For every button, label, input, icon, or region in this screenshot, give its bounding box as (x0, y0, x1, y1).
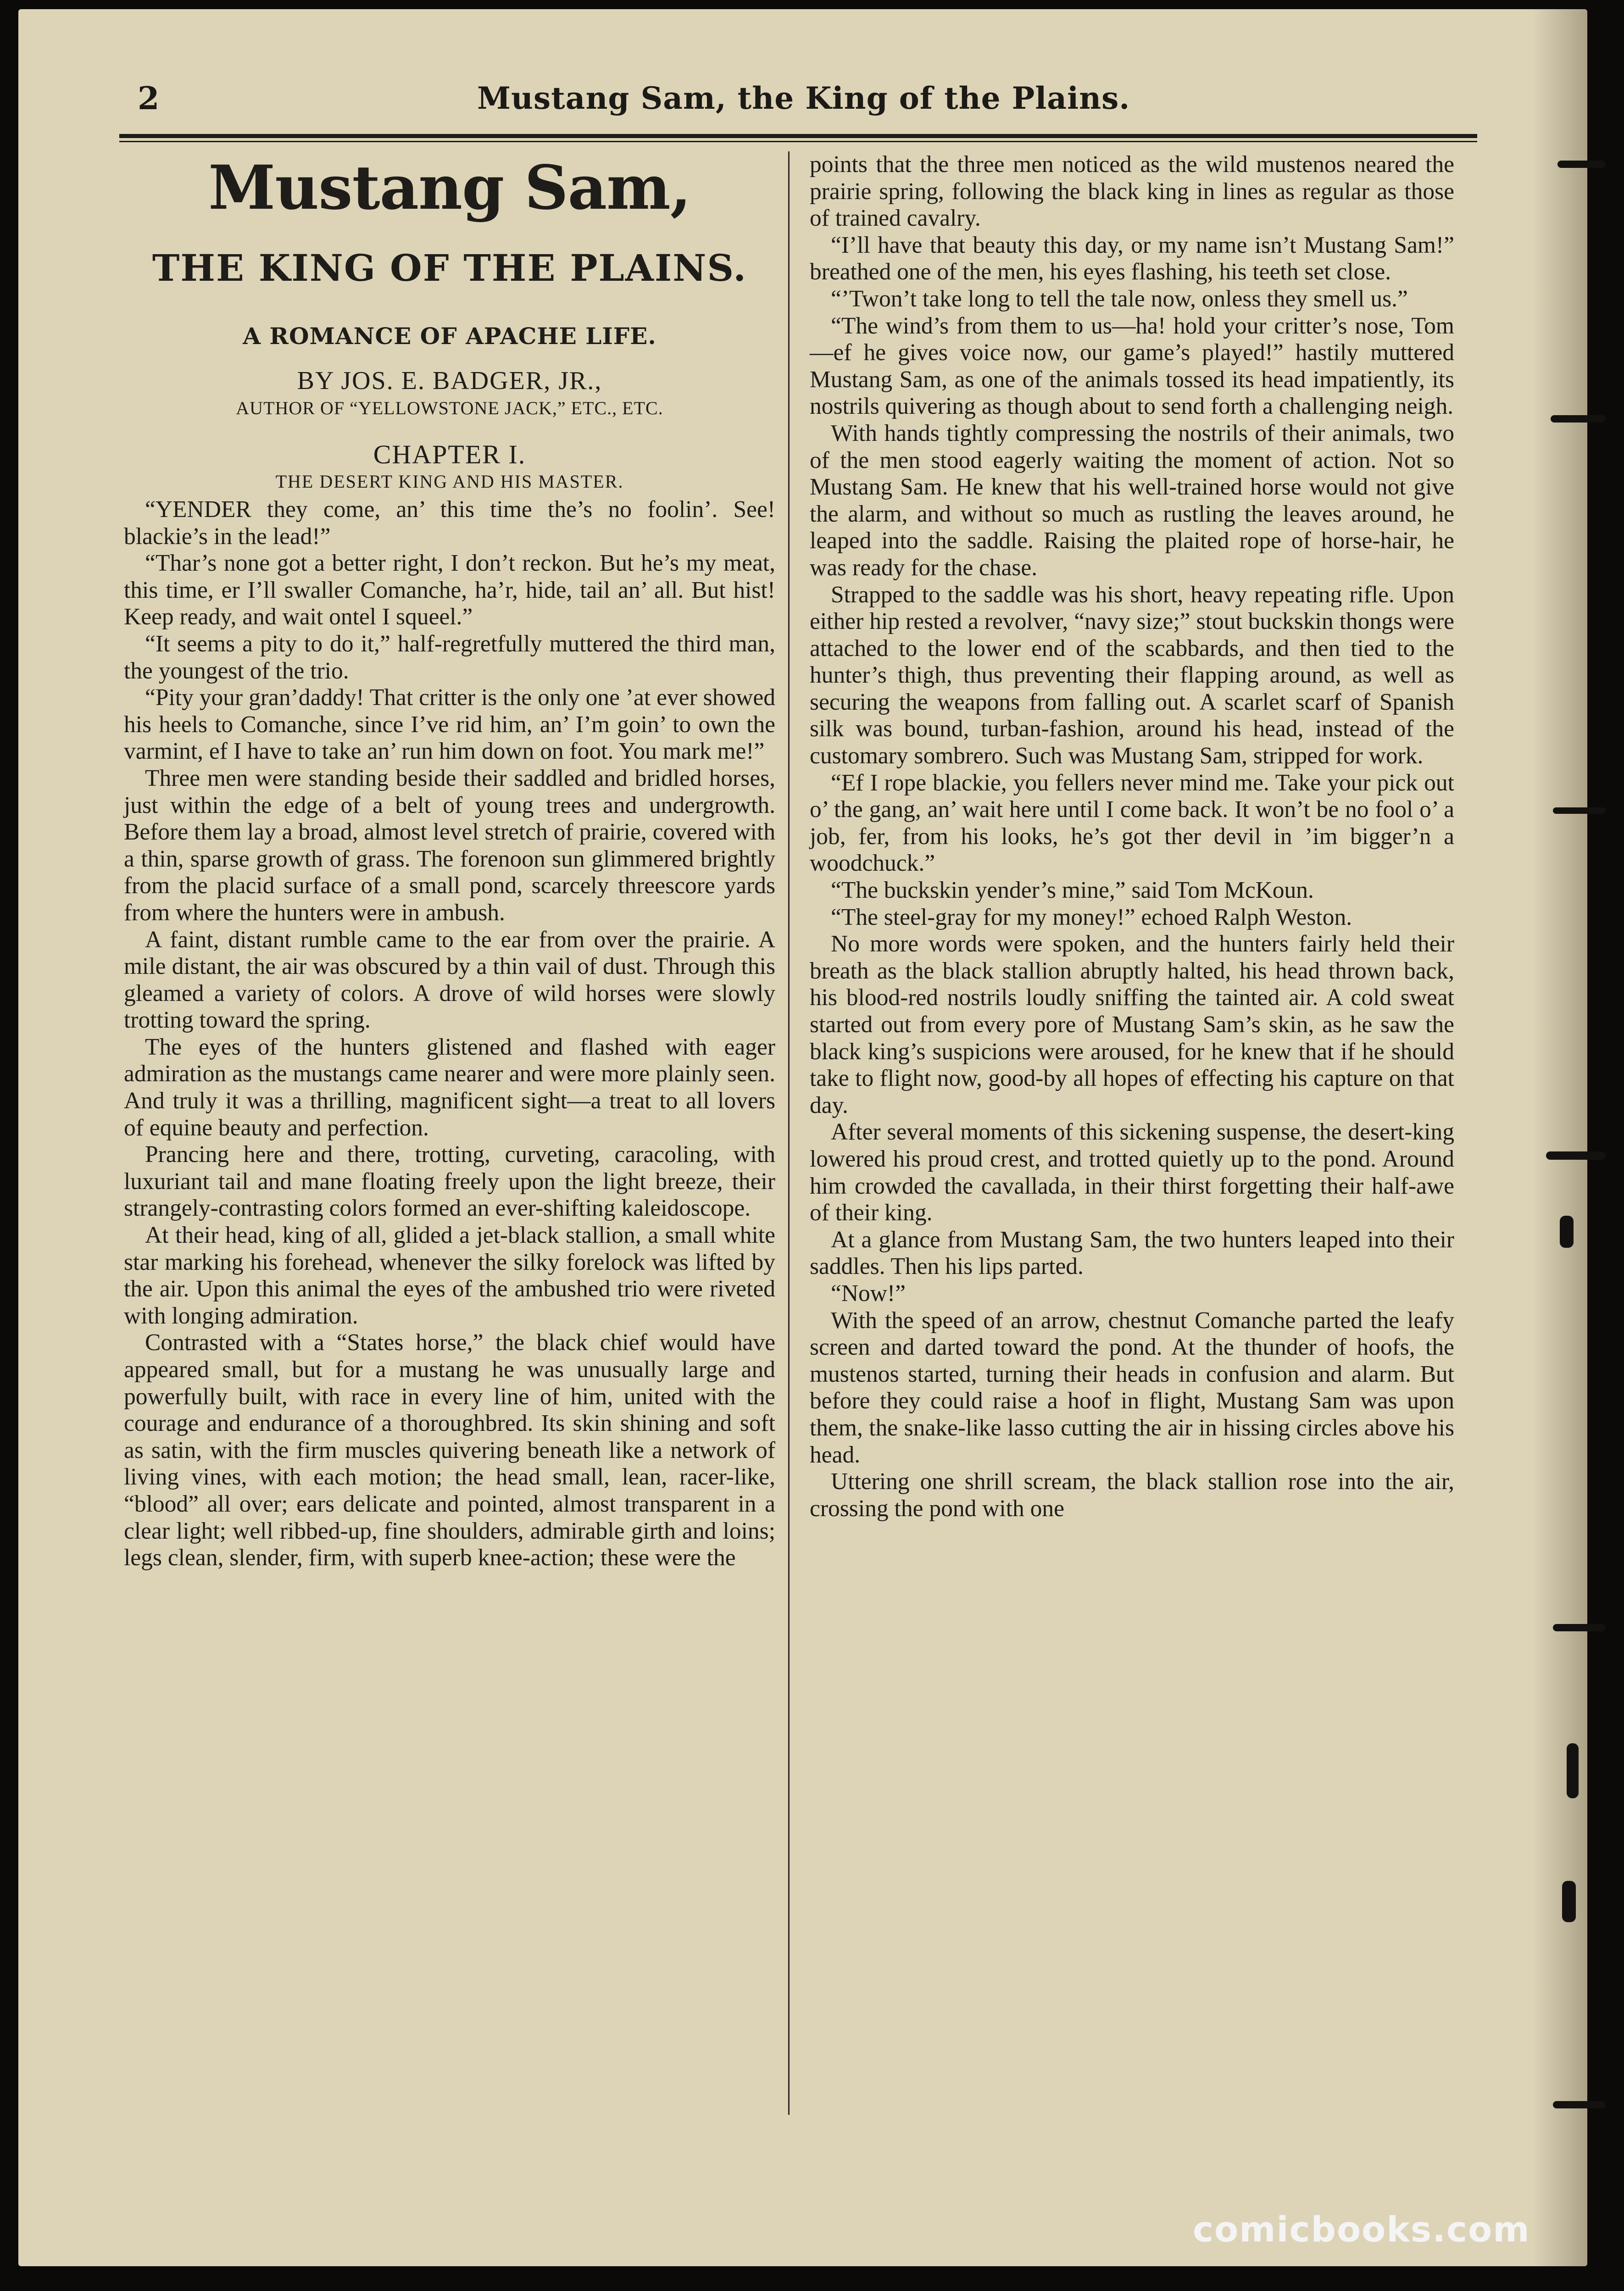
paragraph: At a glance from Mustang Sam, the two hunters leaped into their saddles. Then his lips parted. (810, 1226, 1454, 1280)
binding-stitch (1562, 1881, 1576, 1922)
paragraph: Uttering one shrill scream, the black stallion rose into the air, crossing the pond with one (810, 1468, 1454, 1522)
binding-stitch (1553, 2101, 1606, 2108)
story-genre: A ROMANCE OF APACHE LIFE. (243, 323, 656, 350)
binding-stitch (1560, 1216, 1574, 1248)
story-subtitle: THE KING OF THE PLAINS. (152, 246, 747, 289)
paragraph: No more words were spoken, and the hunters fairly held their breath as the black stallion abruptly halted, his head thrown back, his blood-red nostrils loudly sniffing the tainted air. A cold sweat started out from every pore of Mustang Sam’s skin, as he saw the black king’s suspicions were aroused, for he knew that if he should take to flight now, good-by all hopes of effecting his capture on that day. (810, 931, 1454, 1118)
chapter-title: THE DESERT KING AND HIS MASTER. (275, 471, 624, 492)
binding-stitch (1557, 161, 1606, 168)
binding-stitch (1567, 1743, 1579, 1798)
paragraph: Contrasted with a “States horse,” the black chief would have appeared small, but for a mustang he was unusually large and powerfully built, with race in every line of him, united with the courage and endurance of a thoroughbred. Its skin shining and soft as satin, with the firm muscles quivering beneath like a network of living vines, with each motion; the head small, lean, racer-like, “blood” all over; ears delicate and pointed, almost transparent in a clear light; well ribbed-up, fine shoulders, admirable girth and loins; legs clean, slender, firm, with superb knee-action; these were the (124, 1329, 775, 1571)
binding-stitch (1551, 415, 1606, 423)
paragraph: “It seems a pity to do it,” half-regretfully muttered the third man, the youngest of the trio. (124, 630, 775, 684)
right-column (810, 151, 1454, 1522)
left-column (124, 151, 775, 1572)
paragraph: The eyes of the hunters glistened and flashed with eager admiration as the mustangs came nearer and were more plainly seen. And truly it was a thrilling, magnificent sight—a treat to all lovers of equine beauty and perfection. (124, 1034, 775, 1141)
paragraph: After several moments of this sickening suspense, the desert-king lowered his proud crest, and trotted quietly up to the pond. Around him crowded the cavallada, in their thirst forgetting their half-awe of their king. (810, 1119, 1454, 1226)
paragraph: A faint, distant rumble came to the ear from over the prairie. A mile distant, the air was obscured by a thin vail of dust. Through this gleamed a variety of colors. A drove of wild horses were slowly trotting toward the spring. (124, 926, 775, 1034)
running-title: Mustang Sam, the King of the Plains. (477, 80, 1130, 116)
page-header (138, 80, 1496, 131)
paragraph: “’Twon’t take long to tell the tale now, onless they smell us.” (831, 285, 1408, 312)
paragraph: Three men were standing beside their saddled and bridled horses, just within the edge of a belt of young trees and undergrowth. Before them lay a broad, almost level stretch of prairie, covered with a thin, sparse growth of grass. The forenoon sun glimmered brightly from the placid surface of a small pond, scarcely threescore yards from where the hunters were in ambush. (124, 765, 775, 926)
paragraph: “YENDER they come, an’ this time the’s no foolin’. See! blackie’s in the lead!” (124, 496, 775, 550)
binding-stitch (1553, 807, 1606, 814)
page-number: 2 (138, 80, 160, 117)
byline: BY JOS. E. BADGER, JR., (297, 367, 602, 395)
paragraph: With hands tightly compressing the nostrils of their animals, two of the men stood eagerly waiting the moment of action. Not so Mustang Sam. He knew that his well-trained horse would not give the alarm, and without so much as rustling the leaves around, he leaped into the saddle. Raising the plaited rope of horse-hair, he was ready for the chase. (810, 420, 1454, 581)
paragraph: “Ef I rope blackie, you fellers never mind me. Take your pick out o’ the gang, an’ wait here until I come back. It won’t be no fool o’ a job, fer, from his looks, he’s got ther devil in ’im bigger’n a woodchuck.” (810, 769, 1454, 877)
paragraph: Prancing here and there, trotting, curveting, caracoling, with luxuriant tail and mane floating freely upon the light breeze, their strangely-contrasting colors formed an ever-shifting kaleidoscope. (124, 1141, 775, 1222)
paragraph: “Pity your gran’daddy! That critter is the only one ’at ever showed his heels to Comanche, since I’ve rid him, an’ I’m goin’ to own the varmint, ef I have to take an’ run him down on foot. You mark me!” (124, 684, 775, 765)
chapter-number: CHAPTER I. (373, 439, 526, 469)
author-credit: AUTHOR OF “YELLOWSTONE JACK,” ETC., ETC. (236, 398, 663, 418)
paragraph: points that the three men noticed as the wild mustenos neared the prairie spring, following the black king in lines as regular as those of trained cavalry. (810, 151, 1454, 232)
column-divider (788, 151, 790, 2115)
paragraph: “I’ll have that beauty this day, or my name isn’t Mustang Sam!” breathed one of the men, his eyes flashing, his teeth set close. (810, 232, 1454, 285)
paragraph: “Now!” (831, 1280, 906, 1307)
story-title: Mustang Sam, (208, 152, 691, 223)
paragraph: “The steel-gray for my money!” echoed Ralph Weston. (831, 904, 1352, 930)
paragraph: With the speed of an arrow, chestnut Comanche parted the leafy screen and darted toward the pond. At the thunder of hoofs, the mustenos started, turning their heads in confusion and alarm. But before they could raise a hoof in flight, Mustang Sam was upon them, the snake-like lasso cutting the air in hissing circles above his head. (810, 1307, 1454, 1468)
header-rule (119, 134, 1477, 142)
paragraph: “Thar’s none got a better right, I don’t reckon. But he’s my meat, this time, er I’ll swaller Comanche, ha’r, hide, tail an’ all. But hist! Keep ready, and wait ontel I squeel.” (124, 550, 775, 630)
binding-stitch (1546, 1151, 1606, 1160)
paragraph: “The buckskin yender’s mine,” said Tom McKoun. (831, 877, 1314, 904)
binding-stitch (1553, 1624, 1606, 1631)
paragraph: Strapped to the saddle was his short, heavy repeating rifle. Upon either hip rested a revolver, “navy size;” stout buckskin thongs were attached to the lower end of the scabbards, and then tied to the hunter’s thigh, thus preventing their flapping around, as well as securing the weapons from falling out. A scarlet scarf of Spanish silk was bound, turban-fashion, around his head, instead of the customary sombrero. Such was Mustang Sam, stripped for work. (810, 581, 1454, 769)
watermark: comicbooks.com (1193, 2209, 1530, 2250)
paragraph: “The wind’s from them to us—ha! hold your critter’s nose, Tom—ef he gives voice now, our game’s played!” hastily muttered Mustang Sam, as one of the animals tossed its head impatiently, its nostrils quivering as though about to send forth a challenging neigh. (810, 312, 1454, 420)
paragraph: At their head, king of all, glided a jet-black stallion, a small white star marking his forehead, whenever the silky forelock was lifted by the air. Upon this animal the eyes of the ambushed trio were riveted with longing admiration. (124, 1222, 775, 1329)
